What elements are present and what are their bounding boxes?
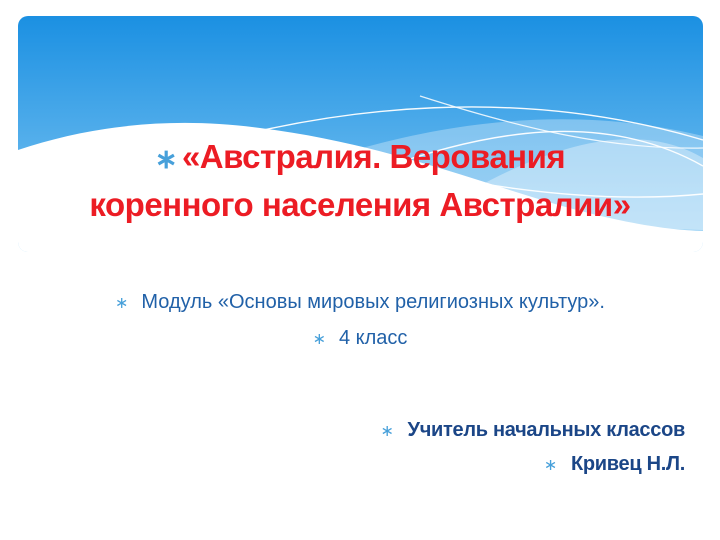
body-text-block: [0, 285, 720, 357]
list-item-grade: [0, 321, 720, 357]
list-item-teacher: [0, 414, 685, 448]
title-line-2: коренного населения Австралии»: [89, 186, 631, 223]
asterisk-bullet-icon: ∗: [154, 144, 177, 174]
list-item-label: 4 класс: [338, 327, 408, 349]
list-item-module: [0, 285, 720, 321]
asterisk-bullet-icon: ∗: [115, 295, 129, 312]
asterisk-bullet-icon: ∗: [312, 331, 326, 348]
title-line-1: [0, 134, 720, 182]
list-item-label: Кривец Н.Л.: [570, 453, 685, 475]
slide-title: [0, 134, 720, 228]
list-item-label: Учитель начальных классов: [407, 419, 685, 441]
list-item-author-name: [0, 448, 685, 482]
asterisk-bullet-icon: ∗: [543, 457, 557, 474]
list-item-label: Модуль «Основы мировых религиозных культур».: [141, 291, 605, 313]
asterisk-bullet-icon: ∗: [380, 423, 394, 440]
title-text-line-1: «Австралия. Верования: [181, 138, 566, 175]
author-text-block: [0, 414, 685, 482]
